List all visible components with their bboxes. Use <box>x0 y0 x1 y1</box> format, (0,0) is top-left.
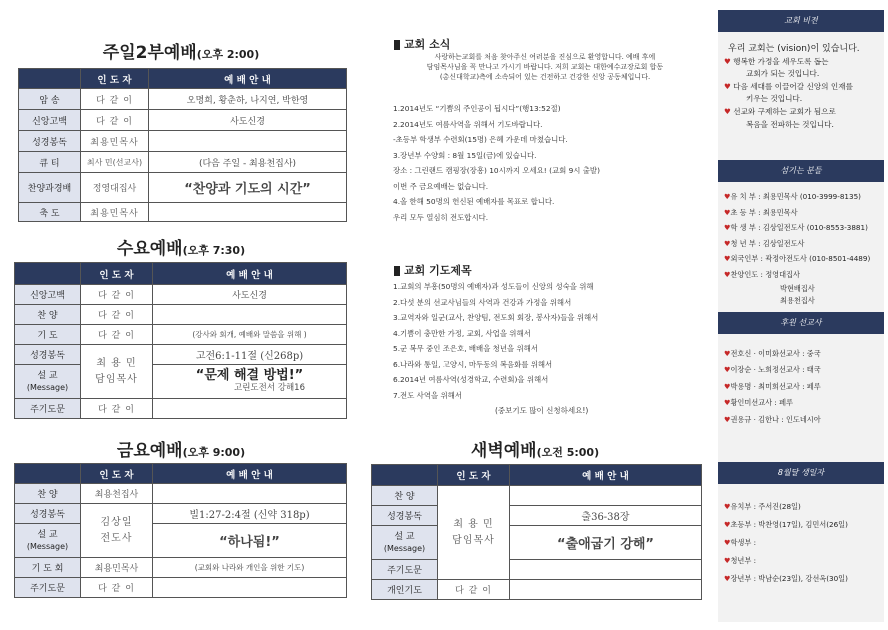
leader-name: 최 용 민 <box>96 357 137 369</box>
row-guide: 빌1:27-2:4절 (신약 318p) <box>153 504 347 524</box>
list-item: 6.나라와 통일, 고양시, 마두동의 복음화를 위해서 <box>393 359 553 369</box>
news-intro <box>380 52 710 82</box>
row-leader: 최용민목사 <box>81 558 153 578</box>
heart-icon: ♥ <box>724 254 731 264</box>
dawn-title <box>370 436 700 461</box>
sermon-series: 고린도전서 강해16 <box>234 382 305 393</box>
row-label <box>15 524 81 558</box>
friday-table <box>14 463 347 598</box>
sunday2-title-text: 주일2부예배 <box>102 43 197 63</box>
heart-icon: ♥ <box>724 365 731 375</box>
row-guide: (교회와 나라와 개인을 위한 기도) <box>153 558 347 578</box>
label-main: 설 교 <box>394 531 415 542</box>
news-title-text: 교회 소식 <box>404 38 451 51</box>
row-leader: 다 같 이 <box>81 305 153 325</box>
staff-extra: 최용천집사 <box>780 295 815 305</box>
row-leader: 최용민목사 <box>81 131 149 152</box>
leader-title: 전도사 <box>100 532 133 544</box>
heart-icon: ♥ <box>724 106 734 116</box>
friday-title <box>16 436 346 461</box>
row-guide <box>510 560 702 580</box>
merged-leader <box>81 345 153 399</box>
birthday-header: 8월달 생일자 <box>718 462 884 484</box>
staff-item: ♥찬양인도 : 정영대집사 <box>724 269 800 279</box>
birthday-item: ♥학생부 : <box>724 538 756 547</box>
missionary-item: ♥권용규 · 김한나 : 인도네시아 <box>724 414 821 424</box>
sunday2-header-leader: 인 도 자 <box>81 69 149 89</box>
dawn-header-leader: 인 도 자 <box>438 465 510 486</box>
leader-name: 김상일 <box>100 516 133 528</box>
row-guide <box>153 399 347 419</box>
row-guide: (다음 주일 - 최용천집사) <box>149 152 347 173</box>
dawn-title-text: 새벽예배 <box>470 441 537 461</box>
table-row <box>19 89 347 110</box>
staff-item: ♥학 생 부 : 김상일전도사 (010-8553-3881) <box>724 223 868 233</box>
sermon-title: “문제 해결 방법!” <box>195 367 304 383</box>
table-row <box>19 152 347 173</box>
news-list <box>393 101 708 225</box>
table-row <box>15 484 347 504</box>
table-row <box>372 506 702 526</box>
staff-item: ♥외국인부 : 곽정아전도사 (010-8501-4489) <box>724 254 871 264</box>
row-label: 주기도문 <box>15 578 81 598</box>
vision-item-line: 행복한 가정을 세우도록 돕는 <box>733 56 829 66</box>
leader-title: 담임목사 <box>95 373 138 385</box>
row-guide: 출36-38장 <box>510 506 702 526</box>
heart-icon: ♥ <box>724 269 731 279</box>
friday-header-blank <box>15 464 81 484</box>
wednesday-title <box>16 234 346 259</box>
leader-title: 담임목사 <box>452 534 495 546</box>
row-label: 개인기도 <box>372 580 438 600</box>
title-bar-icon <box>394 40 400 50</box>
staff-item: ♥청 년 부 : 김상일전도사 <box>724 238 805 248</box>
table-row <box>15 504 347 524</box>
vision-item <box>724 56 860 69</box>
list-item: 우리 모두 열심히 전도합시다. <box>393 212 489 222</box>
heart-icon: ♥ <box>724 520 731 529</box>
table-row <box>372 560 702 580</box>
list-item: 5.군 복무 중인 조은호, 배배을 청년을 위해서 <box>393 344 538 353</box>
friday-header-leader: 인 도 자 <box>81 464 153 484</box>
staff-block <box>724 189 870 307</box>
vision-item-cont: 복음을 전파하는 것입니다. <box>746 119 834 129</box>
list-item: -초등부 학생부 수련회(15명) 은혜 가운데 마쳤습니다. <box>393 135 568 144</box>
row-leader: 다 같 이 <box>81 578 153 598</box>
heart-icon: ♥ <box>724 414 731 424</box>
row-label: 성경봉독 <box>15 345 81 365</box>
table-row <box>15 345 347 365</box>
birthday-item: ♥초등부 : 박찬영(17일), 김민서(26일) <box>724 520 848 529</box>
heart-icon: ♥ <box>724 381 731 391</box>
table-row <box>15 578 347 598</box>
heart-icon: ♥ <box>724 81 734 91</box>
leader-name: 최 용 민 <box>453 518 494 530</box>
row-leader: 최용민목사 <box>81 203 149 222</box>
vision-item-cont: 교회가 되는 것입니다. <box>746 69 820 79</box>
dawn-header-blank <box>372 465 438 486</box>
heart-icon: ♥ <box>724 538 731 547</box>
label-sub: (Message) <box>26 541 69 551</box>
row-label: 신앙고백 <box>19 110 81 131</box>
heart-icon: ♥ <box>724 238 731 248</box>
wednesday-header-guide: 예 배 안 내 <box>153 263 347 285</box>
missionary-item: ♥박용명 · 최미희선교사 : 페루 <box>724 381 821 391</box>
row-guide: 사도신경 <box>149 110 347 131</box>
list-item: 7.전도 사역을 위해서 <box>393 390 462 400</box>
birthday-item: ♥장년부 : 박남순(23일), 강선옥(30일) <box>724 574 848 583</box>
row-label: 찬 양 <box>15 484 81 504</box>
birthday-block <box>724 498 848 588</box>
table-row <box>15 399 347 419</box>
row-guide: 오명희, 황춘하, 나지연, 박한영 <box>149 89 347 110</box>
row-label: 기 도 회 <box>15 558 81 578</box>
sunday2-table <box>18 68 347 222</box>
row-label: 주기도문 <box>372 560 438 580</box>
row-label: 기 도 <box>15 325 81 345</box>
heart-icon: ♥ <box>724 398 731 408</box>
sunday2-header-guide: 예 배 안 내 <box>149 69 347 89</box>
intro-line: (총신대학교)측에 소속되어 있는 건전하고 건강한 신앙 공동체입니다. <box>439 73 651 81</box>
list-item: 2.다섯 분의 선교사님들의 사역과 건강과 가정을 위해서 <box>393 297 572 307</box>
list-item: 1.교회의 부흥(50명의 예배자)과 성도들이 신앙의 성숙을 위해 <box>393 282 594 291</box>
missionary-item: ♥이장순 · 노희정선교사 : 태국 <box>724 365 821 375</box>
staff-header: 섬기는 분들 <box>718 160 884 182</box>
wednesday-header-leader: 인 도 자 <box>81 263 153 285</box>
vision-header: 교회 비전 <box>718 10 884 32</box>
list-item: 3.교역자와 일군(교사, 찬양팀, 전도회 회장, 봉사자)들을 위해서 <box>393 313 599 322</box>
intro-line: 담임목사님을 꼭 만나고 가시기 바랍니다. 저희 교회는 대한예수교장로회 합동 <box>426 63 664 71</box>
staff-item: ♥유 치 부 : 최용민목사 (010-3999-8135) <box>724 192 861 201</box>
merged-leader <box>438 486 510 580</box>
friday-title-text: 금요예배 <box>116 441 183 461</box>
heart-icon: ♥ <box>724 223 731 233</box>
birthday-item: ♥유치부 : 주서진(28일) <box>724 502 801 511</box>
row-label: 찬 양 <box>15 305 81 325</box>
vision-block <box>724 43 860 131</box>
row-label: 큐 티 <box>19 152 81 173</box>
row-leader: 다 같 이 <box>81 399 153 419</box>
prayer-footer: (중보기도 많이 신청하세요!) <box>495 406 589 415</box>
heart-icon: ♥ <box>724 207 731 217</box>
row-label: 성경봉독 <box>19 131 81 152</box>
vision-item-line: 선교와 구제하는 교회가 됨으로 <box>733 106 836 116</box>
vision-intro: 우리 교회는 (vision)이 있습니다. <box>728 44 860 54</box>
row-leader: 다 같 이 <box>81 89 149 110</box>
label-main: 설 교 <box>37 529 58 540</box>
row-label: 찬양과경배 <box>19 173 81 203</box>
missionary-header: 후원 선교사 <box>718 312 884 334</box>
row-label: 신앙고백 <box>15 285 81 305</box>
row-guide <box>153 305 347 325</box>
friday-header-guide: 예 배 안 내 <box>153 464 347 484</box>
row-guide: 사도신경 <box>153 285 347 305</box>
list-item: 2.2014년도 여름사역을 위해서 기도바랍니다. <box>393 119 543 129</box>
sunday2-header-blank <box>19 69 81 89</box>
row-guide <box>149 203 347 222</box>
label-sub: (Message) <box>26 382 69 392</box>
wednesday-title-text: 수요예배 <box>116 239 183 259</box>
row-label: 축 도 <box>19 203 81 222</box>
staff-extra: 박현배집사 <box>780 283 815 293</box>
missionary-block <box>724 346 821 428</box>
table-row <box>19 173 347 203</box>
row-guide <box>153 578 347 598</box>
table-row <box>15 558 347 578</box>
label-main: 설 교 <box>37 370 58 381</box>
table-row <box>15 325 347 345</box>
title-bar-icon <box>394 266 400 276</box>
row-label: 주기도문 <box>15 399 81 419</box>
row-guide <box>153 365 347 399</box>
dawn-time: (오전 5:00) <box>536 446 600 459</box>
row-label: 찬 양 <box>372 486 438 506</box>
row-guide: “찬양과 기도의 시간” <box>149 173 347 203</box>
prayer-list <box>393 279 708 403</box>
merged-leader <box>81 504 153 558</box>
heart-icon: ♥ <box>724 192 731 201</box>
intro-line: 사랑하는교회를 처음 찾아주신 여러분을 진심으로 환영합니다. 예배 후에 <box>434 53 656 61</box>
row-guide: “출애굽기 강해” <box>510 526 702 560</box>
prayer-title <box>394 262 472 278</box>
row-leader: 다 같 이 <box>81 110 149 131</box>
row-guide: (강사와 회개, 예배와 말씀을 위해 ) <box>153 325 347 345</box>
row-guide <box>149 131 347 152</box>
heart-icon: ♥ <box>724 502 731 511</box>
sunday2-time: (오후 2:00) <box>196 48 260 61</box>
table-row <box>19 203 347 222</box>
dawn-table <box>371 464 702 600</box>
row-leader: 다 같 이 <box>81 285 153 305</box>
row-leader: 최용천집사 <box>81 484 153 504</box>
row-guide <box>153 484 347 504</box>
vision-item <box>724 81 860 94</box>
table-row <box>15 365 347 399</box>
wednesday-header-blank <box>15 263 81 285</box>
wednesday-time: (오후 7:30) <box>182 244 246 257</box>
missionary-item: ♥전호신 · 이미화선교사 : 중국 <box>724 349 821 358</box>
wednesday-table <box>14 262 347 419</box>
list-item: 4.기쁨이 충만한 가정, 교회, 사업을 위해서 <box>393 328 531 338</box>
prayer-title-text: 교회 기도제목 <box>404 264 472 277</box>
table-row <box>19 110 347 131</box>
staff-item: ♥초 등 부 : 최용민목사 <box>724 207 798 217</box>
row-guide: 고전6:1-11절 (신268p) <box>153 345 347 365</box>
table-row <box>19 131 347 152</box>
row-label: 성경봉독 <box>15 504 81 524</box>
row-label: 암 송 <box>19 89 81 110</box>
list-item: 4.올 한해 50명의 헌신된 예배자를 목표로 합니다. <box>393 197 555 206</box>
list-item: 장소 : 그린랜드 캠핑장(장흥) 10시까지 오세요! (교회 9시 출발) <box>393 166 600 175</box>
dawn-header-guide: 예 배 안 내 <box>510 465 702 486</box>
row-guide <box>510 580 702 600</box>
row-label: 성경봉독 <box>372 506 438 526</box>
list-item: 이번 주 금요예배는 없습니다. <box>393 181 489 191</box>
row-leader: 다 같 이 <box>438 580 510 600</box>
table-row <box>15 305 347 325</box>
label-sub: (Message) <box>383 543 426 553</box>
table-row <box>372 580 702 600</box>
row-label <box>15 365 81 399</box>
table-row <box>372 486 702 506</box>
row-guide <box>510 486 702 506</box>
row-guide: “하나됨!” <box>153 524 347 558</box>
heart-icon: ♥ <box>724 556 731 565</box>
news-title <box>394 36 450 52</box>
heart-icon: ♥ <box>724 349 731 358</box>
list-item: 1.2014년도 “기쁨의 주인공이 됩시다”(행13:52절) <box>393 104 561 113</box>
table-row <box>15 524 347 558</box>
vision-item-cont: 키우는 것입니다. <box>746 94 803 104</box>
birthday-item: ♥청년부 : <box>724 556 756 565</box>
missionary-item: ♥황인미선교사 : 페루 <box>724 398 793 408</box>
vision-item <box>724 106 860 119</box>
row-leader: 다 같 이 <box>81 325 153 345</box>
heart-icon: ♥ <box>724 56 734 66</box>
friday-time: (오후 9:00) <box>182 446 246 459</box>
vision-item-line: 다음 세대를 이끌어갈 신앙의 인재를 <box>733 81 853 91</box>
list-item: 6.2014년 여름사역(성경학교, 수련회)을 위해서 <box>393 375 549 384</box>
table-row <box>372 526 702 560</box>
list-item: 3.장년부 수양회 : 8월 15일(금)에 있습니다. <box>393 150 537 160</box>
row-leader: 정영대집사 <box>81 173 149 203</box>
sunday2-title <box>16 38 346 63</box>
row-label <box>372 526 438 560</box>
row-leader: 최사 민(선교사) <box>81 152 149 173</box>
table-row <box>15 285 347 305</box>
heart-icon: ♥ <box>724 574 731 583</box>
